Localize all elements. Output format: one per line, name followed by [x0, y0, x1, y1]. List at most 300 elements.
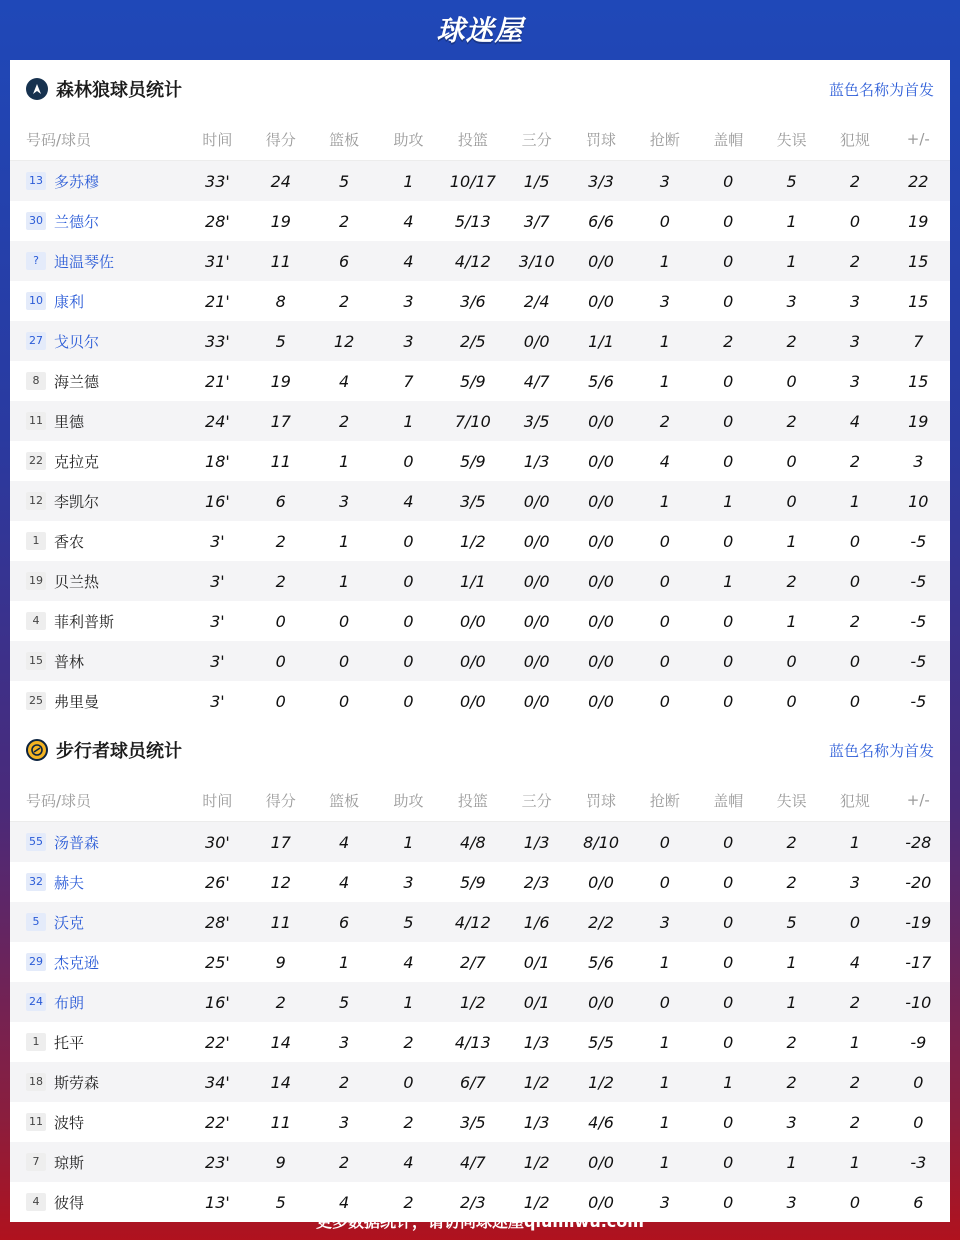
stat-cell: 0/0: [569, 241, 633, 281]
stat-cell: 4/7: [505, 361, 569, 401]
table-row: [10, 481, 950, 521]
column-header: 失误: [776, 130, 807, 149]
stat-cell: 0: [376, 561, 441, 601]
stat-cell: 30': [186, 822, 249, 863]
stat-cell: -3: [887, 1142, 950, 1182]
stat-cell: 1: [697, 481, 760, 521]
stat-cell: 5/13: [441, 201, 504, 241]
jersey-number: 15: [26, 652, 46, 670]
stat-cell: 3': [186, 681, 249, 721]
stat-cell: 2/2: [569, 902, 633, 942]
stat-cell: 0: [697, 361, 760, 401]
stat-cell: 5: [312, 982, 375, 1022]
stat-cell: 28': [186, 201, 249, 241]
column-header: 犯规: [839, 130, 870, 149]
stat-cell: 1/1: [569, 321, 633, 361]
table-row: [10, 601, 950, 641]
player-stats-table: [10, 779, 950, 1222]
stat-cell: 7/10: [441, 401, 504, 441]
stat-cell: 3: [312, 1022, 375, 1062]
stat-cell: 0: [760, 641, 823, 681]
stat-cell: 0/0: [569, 681, 633, 721]
player-name-link[interactable]: 香农: [54, 532, 85, 551]
player-cell: [10, 982, 186, 1022]
stat-cell: 1/6: [505, 902, 569, 942]
stat-cell: 0: [697, 441, 760, 481]
stat-cell: 0: [697, 601, 760, 641]
jersey-number: 25: [26, 692, 46, 710]
stat-cell: 2: [760, 1062, 823, 1102]
stat-cell: 4: [376, 201, 441, 241]
stat-cell: 0/0: [505, 601, 569, 641]
player-cell: [10, 681, 186, 721]
stat-cell: 0/0: [569, 982, 633, 1022]
jersey-number: 8: [26, 372, 46, 390]
player-name-link[interactable]: 贝兰热: [54, 572, 100, 591]
stat-cell: 16': [186, 982, 249, 1022]
player-cell: [10, 902, 186, 942]
stat-cell: 1/2: [441, 982, 504, 1022]
player-cell: [10, 1142, 186, 1182]
player-name-link[interactable]: 波特: [54, 1113, 85, 1132]
stat-cell: 5: [312, 161, 375, 202]
stat-cell: 2/3: [505, 862, 569, 902]
stat-cell: 2: [823, 982, 886, 1022]
stat-cell: 31': [186, 241, 249, 281]
stat-cell: 17: [249, 401, 312, 441]
player-cell: [10, 281, 186, 321]
stat-cell: 2: [312, 201, 375, 241]
section-title: 森林狼球员统计: [56, 80, 182, 101]
stat-cell: 1: [633, 942, 696, 982]
stat-cell: 3/5: [441, 481, 504, 521]
stat-cell: 2: [376, 1182, 441, 1222]
player-cell: [10, 441, 186, 481]
column-header: 篮板: [329, 791, 360, 810]
stat-cell: -5: [887, 601, 950, 641]
stat-cell: 0/0: [569, 401, 633, 441]
stat-cell: 22': [186, 1102, 249, 1142]
pacers-logo-icon: [26, 739, 48, 761]
column-header: 号码/球员: [26, 791, 92, 810]
stat-cell: 2: [633, 401, 696, 441]
stat-cell: 4: [312, 361, 375, 401]
stat-cell: 1: [376, 161, 441, 202]
player-name-link[interactable]: 汤普森: [54, 833, 100, 852]
stat-cell: 3': [186, 641, 249, 681]
stat-cell: 1: [376, 982, 441, 1022]
column-header: 盖帽: [713, 130, 744, 149]
table-row: [10, 862, 950, 902]
stat-cell: 0/0: [569, 521, 633, 561]
table-row: [10, 822, 950, 863]
player-name-link[interactable]: 兰德尔: [54, 212, 100, 231]
stat-cell: 5: [249, 1182, 312, 1222]
jersey-number: 24: [26, 993, 46, 1011]
stat-cell: 0/0: [505, 521, 569, 561]
stat-cell: 0/0: [505, 561, 569, 601]
stat-cell: 0: [249, 641, 312, 681]
stat-cell: 5: [760, 902, 823, 942]
column-header: +/-: [906, 130, 930, 148]
stat-cell: 0: [823, 681, 886, 721]
stat-cell: 6: [887, 1182, 950, 1222]
player-cell: [10, 641, 186, 681]
stat-cell: 0: [633, 601, 696, 641]
stat-cell: 4: [376, 1142, 441, 1182]
stat-cell: 2: [249, 982, 312, 1022]
stat-cell: 1: [697, 561, 760, 601]
player-cell: [10, 1062, 186, 1102]
stat-cell: 3: [633, 281, 696, 321]
stat-cell: 3: [823, 361, 886, 401]
stat-cell: 5/9: [441, 862, 504, 902]
stat-cell: 0: [633, 681, 696, 721]
stat-cell: 1: [633, 321, 696, 361]
stat-cell: 16': [186, 481, 249, 521]
player-name-link[interactable]: 迪温琴佐: [54, 252, 115, 271]
stat-cell: 3: [823, 321, 886, 361]
stat-cell: 0/1: [505, 982, 569, 1022]
stat-cell: 0: [249, 681, 312, 721]
stat-cell: 1: [633, 241, 696, 281]
top-bar: [0, 0, 960, 58]
player-cell: [10, 161, 186, 202]
column-header: 抢断: [649, 791, 680, 810]
player-name-link[interactable]: 琼斯: [54, 1153, 85, 1172]
stat-cell: 1: [633, 1022, 696, 1062]
team-section-wolves: [10, 60, 950, 721]
stat-cell: 17: [249, 822, 312, 863]
stat-cell: 34': [186, 1062, 249, 1102]
stat-cell: 7: [376, 361, 441, 401]
table-row: [10, 641, 950, 681]
stat-cell: 2: [697, 321, 760, 361]
stat-cell: 1/3: [505, 822, 569, 863]
stat-cell: 4: [312, 1182, 375, 1222]
stat-cell: 5: [376, 902, 441, 942]
stat-cell: 0: [633, 521, 696, 561]
player-name-link[interactable]: 斯劳森: [54, 1073, 100, 1092]
stat-cell: 3/5: [441, 1102, 504, 1142]
stat-cell: 5/6: [569, 942, 633, 982]
jersey-number: 11: [26, 412, 46, 430]
stat-cell: 3: [312, 1102, 375, 1142]
stat-cell: 1: [697, 1062, 760, 1102]
team-sections: [10, 60, 950, 1222]
stat-cell: 2: [312, 1142, 375, 1182]
jersey-number: 32: [26, 873, 46, 891]
stat-cell: 4: [376, 481, 441, 521]
player-cell: [10, 862, 186, 902]
stat-cell: 33': [186, 321, 249, 361]
stat-cell: 5/6: [569, 361, 633, 401]
stat-cell: 5: [760, 161, 823, 202]
stat-cell: 3: [760, 1182, 823, 1222]
player-name-link[interactable]: 康利: [54, 292, 85, 311]
footer-banner[interactable]: [0, 1200, 960, 1240]
stat-cell: 1: [760, 1142, 823, 1182]
stat-cell: 28': [186, 902, 249, 942]
stat-cell: 15: [887, 241, 950, 281]
stat-cell: 1: [760, 982, 823, 1022]
jersey-number: 10: [26, 292, 46, 310]
stat-cell: 3': [186, 521, 249, 561]
table-row: [10, 1062, 950, 1102]
stat-cell: 1: [633, 361, 696, 401]
table-header-row: [10, 779, 950, 822]
stat-cell: 2/7: [441, 942, 504, 982]
stat-cell: 4: [633, 441, 696, 481]
stat-cell: 9: [249, 942, 312, 982]
stat-cell: 8/10: [569, 822, 633, 863]
stat-cell: 0: [697, 942, 760, 982]
stat-cell: 1: [823, 822, 886, 863]
stat-cell: -5: [887, 521, 950, 561]
stat-cell: 2: [760, 822, 823, 863]
column-header: 三分: [521, 791, 552, 810]
table-row: [10, 681, 950, 721]
player-name-link[interactable]: 布朗: [54, 993, 85, 1012]
column-header: 罚球: [586, 791, 617, 810]
stat-cell: 3: [760, 281, 823, 321]
stat-cell: 0: [697, 982, 760, 1022]
player-cell: [10, 601, 186, 641]
stat-cell: 0/0: [505, 681, 569, 721]
stat-cell: 0: [697, 681, 760, 721]
stat-cell: 1/3: [505, 1022, 569, 1062]
jersey-number: 11: [26, 1113, 46, 1131]
column-header: 号码/球员: [26, 130, 92, 149]
stat-cell: 2: [823, 1062, 886, 1102]
stat-cell: -19: [887, 902, 950, 942]
stat-cell: 0: [376, 641, 441, 681]
stat-cell: 2: [312, 1062, 375, 1102]
stat-cell: 2: [376, 1022, 441, 1062]
stat-cell: 3/3: [569, 161, 633, 202]
stat-cell: 1: [376, 822, 441, 863]
stat-cell: 0: [312, 641, 375, 681]
section-header: [10, 60, 950, 118]
player-name-link[interactable]: 菲利普斯: [54, 612, 115, 631]
table-row: [10, 561, 950, 601]
stat-cell: 0: [633, 822, 696, 863]
player-name-link[interactable]: 彼得: [54, 1193, 85, 1212]
stat-cell: 9: [249, 1142, 312, 1182]
table-row: [10, 982, 950, 1022]
stat-cell: 5/9: [441, 361, 504, 401]
stat-cell: 1: [760, 521, 823, 561]
stat-cell: 0: [823, 1182, 886, 1222]
stat-cell: 15: [887, 361, 950, 401]
stat-cell: 3/5: [505, 401, 569, 441]
stat-cell: 0: [697, 161, 760, 202]
stat-cell: 5/5: [569, 1022, 633, 1062]
stat-cell: 0/0: [569, 441, 633, 481]
stat-cell: 0/0: [441, 601, 504, 641]
player-name-link[interactable]: 杰克逊: [54, 953, 100, 972]
stat-cell: 3: [887, 441, 950, 481]
stat-cell: 0/0: [569, 862, 633, 902]
player-cell: [10, 361, 186, 401]
stat-cell: 3: [633, 161, 696, 202]
jersey-number: 27: [26, 332, 46, 350]
stat-cell: 4: [376, 942, 441, 982]
column-header: 盖帽: [713, 791, 744, 810]
stat-cell: 11: [249, 441, 312, 481]
stat-cell: 19: [887, 401, 950, 441]
stat-cell: 0: [887, 1102, 950, 1142]
stat-cell: 0: [633, 561, 696, 601]
jersey-number: 1: [26, 1033, 46, 1051]
table-row: [10, 401, 950, 441]
player-name-link[interactable]: 托平: [54, 1033, 85, 1052]
player-name-link[interactable]: 多苏穆: [54, 172, 100, 191]
stat-cell: 2: [249, 521, 312, 561]
player-cell: [10, 321, 186, 361]
column-header: 得分: [265, 130, 296, 149]
stat-cell: -20: [887, 862, 950, 902]
stat-cell: 0: [312, 681, 375, 721]
stat-cell: 2: [376, 1102, 441, 1142]
jersey-number: 4: [26, 612, 46, 630]
stat-cell: 3': [186, 561, 249, 601]
player-name-link[interactable]: 普林: [54, 652, 85, 671]
stat-cell: 3: [823, 862, 886, 902]
stat-cell: -10: [887, 982, 950, 1022]
stat-cell: 3: [823, 281, 886, 321]
column-header: 抢断: [649, 130, 680, 149]
stat-cell: 3: [376, 321, 441, 361]
player-cell: [10, 241, 186, 281]
stat-cell: 0/0: [505, 641, 569, 681]
stat-cell: 4/7: [441, 1142, 504, 1182]
stat-cell: 1: [312, 942, 375, 982]
player-name-link[interactable]: 戈贝尔: [54, 332, 100, 351]
stat-cell: 0: [760, 481, 823, 521]
site-logo: 球迷屋: [436, 14, 524, 47]
jersey-number: 55: [26, 833, 46, 851]
stat-cell: 0: [633, 982, 696, 1022]
jersey-number: 29: [26, 953, 46, 971]
stat-cell: 10/17: [441, 161, 504, 202]
stat-cell: 5: [249, 321, 312, 361]
column-header: 投篮: [457, 791, 488, 810]
stat-cell: 0: [823, 641, 886, 681]
player-name-link[interactable]: 沃克: [54, 913, 85, 932]
jersey-number: 7: [26, 1153, 46, 1171]
column-header: 罚球: [586, 130, 617, 149]
column-header: 犯规: [839, 791, 870, 810]
stat-cell: 1: [760, 601, 823, 641]
player-name-link[interactable]: 克拉克: [54, 452, 100, 471]
stat-cell: 11: [249, 902, 312, 942]
stat-cell: 0: [697, 862, 760, 902]
stat-cell: 3/7: [505, 201, 569, 241]
stat-cell: 1: [312, 561, 375, 601]
column-header: 失误: [776, 791, 807, 810]
stat-cell: 4: [312, 822, 375, 863]
stat-cell: 2/3: [441, 1182, 504, 1222]
stat-cell: 0/0: [569, 1182, 633, 1222]
stat-cell: 2: [823, 601, 886, 641]
stat-cell: 0: [697, 1102, 760, 1142]
section-header: [10, 721, 950, 779]
player-name-link[interactable]: 弗里曼: [54, 692, 100, 711]
player-cell: [10, 521, 186, 561]
player-name-link[interactable]: 里德: [54, 412, 85, 431]
stat-cell: 7: [887, 321, 950, 361]
stat-cell: 3/6: [441, 281, 504, 321]
table-row: [10, 161, 950, 202]
stat-cell: -5: [887, 641, 950, 681]
stat-cell: 19: [249, 361, 312, 401]
stat-cell: 0: [697, 521, 760, 561]
stat-cell: 0/0: [569, 481, 633, 521]
stat-cell: 26': [186, 862, 249, 902]
stat-cell: 19: [887, 201, 950, 241]
footer-text: 更多数据统计，请访问球迷屋qiumiwu.com: [316, 1211, 644, 1231]
table-row: [10, 942, 950, 982]
stat-cell: 2: [760, 862, 823, 902]
stat-cell: 0: [697, 401, 760, 441]
table-row: [10, 1142, 950, 1182]
stat-cell: 3/10: [505, 241, 569, 281]
player-name-link[interactable]: 海兰德: [54, 372, 100, 391]
stat-cell: 0/0: [569, 561, 633, 601]
stat-cell: 21': [186, 361, 249, 401]
stat-cell: 4/12: [441, 902, 504, 942]
stat-cell: 1/3: [505, 1102, 569, 1142]
stat-cell: 0: [823, 521, 886, 561]
stat-cell: 1/2: [505, 1182, 569, 1222]
stat-cell: 6: [312, 902, 375, 942]
stat-cell: 0/0: [441, 681, 504, 721]
stat-cell: 21': [186, 281, 249, 321]
stat-cell: 1: [376, 401, 441, 441]
stat-cell: 0: [697, 1142, 760, 1182]
column-header: 投篮: [457, 130, 488, 149]
player-name-link[interactable]: 李凯尔: [54, 492, 100, 511]
stat-cell: 0: [697, 902, 760, 942]
stat-cell: 0: [633, 862, 696, 902]
stat-cell: 25': [186, 942, 249, 982]
stat-cell: 1/2: [441, 521, 504, 561]
stat-cell: 0: [376, 521, 441, 561]
stat-cell: -17: [887, 942, 950, 982]
stat-cell: 3: [376, 862, 441, 902]
stat-cell: 1/5: [505, 161, 569, 202]
stat-cell: 1: [823, 481, 886, 521]
stat-cell: 2/4: [505, 281, 569, 321]
column-header: 三分: [521, 130, 552, 149]
stat-cell: -9: [887, 1022, 950, 1062]
table-row: [10, 361, 950, 401]
player-name-link[interactable]: 赫夫: [54, 873, 85, 892]
stat-cell: 0: [697, 281, 760, 321]
table-row: [10, 201, 950, 241]
stat-cell: 3: [312, 481, 375, 521]
jersey-number: 22: [26, 452, 46, 470]
stat-cell: 23': [186, 1142, 249, 1182]
stat-cell: 2: [823, 241, 886, 281]
table-header-row: [10, 118, 950, 161]
stat-cell: 15: [887, 281, 950, 321]
player-cell: [10, 401, 186, 441]
stat-cell: -5: [887, 561, 950, 601]
stat-cell: 0: [697, 1182, 760, 1222]
stat-cell: 14: [249, 1062, 312, 1102]
